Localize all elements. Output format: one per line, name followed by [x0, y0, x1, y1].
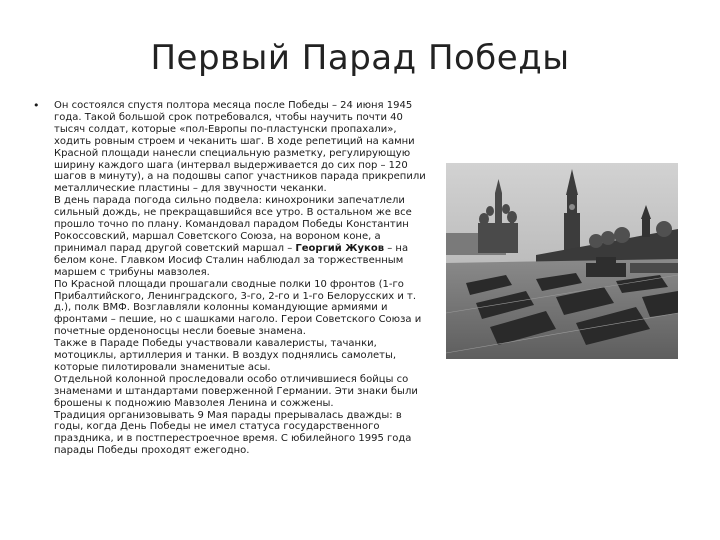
body-text: [54, 100, 428, 457]
paragraph-parade-preparation: Он состоялся спустя полтора месяца после Победы – 24 июня 1945 года. Такой большой срок потребовался, чтобы научить почти 40 тысяч солдат, которые «пол-Европы по-пластунски пропахали», ходить ровным строем и чеканить шаг. В ходе репетиций на камни Красной площади нанесли специальную разметку, регулирующую ширину каждого шага (интервал выдерживается до сих пор – 120 шагов в минуту), а на подошвы сапог участников парада прикрепили металлические пластины – для звучности чеканки.: [54, 100, 426, 195]
paragraph-parade-day-end: – на белом коне. Главком Иосиф Сталин наблюдал за торжественным маршем с трибуны мавзолея.: [54, 242, 409, 278]
paragraph-parade-day: [54, 195, 428, 278]
zhukov-name: Георгий Жуков: [295, 242, 385, 254]
paragraph-equipment: Также в Параде Победы участвовали кавалеристы, тачанки, мотоциклы, артиллерия и танки. В воздух поднялись самолеты, которые пилотировали знаменитые асы.: [54, 338, 397, 373]
slide-title: Первый Парад Победы: [150, 38, 570, 78]
paragraph-tradition: Традиция организовывать 9 Мая парады прерывалась дважды: в годы, когда День Победы не имел статуса государственного праздника, и в постперестроечное время. С юбилейного 1995 года парады Победы проходят ежегодно.: [54, 409, 412, 457]
bullet-marker: •: [33, 99, 40, 112]
paragraph-parade-day-start: В день парада погода сильно подвела: кинохроники запечатлели сильный дождь, не прекращавшийся все утро. В остальном же все прошло точно по плану. Командовал парадом Победы Константин Рокоссовский, маршал Советского Союза, на вороном коне, а принимал парад другой советский маршал –: [54, 195, 412, 254]
paragraph-regiments: По Красной площади прошагали сводные полки 10 фронтов (1-го Прибалтийского, Ленинградского, 3-го, 2-го и 1-го Белорусских и т. д.), полк ВМФ. Возглавляли колонны командующие армиями и фронтами – пешие, но с шашками наголо. Герои Советского Союза и почетные орденоносцы несли боевые знамена.: [54, 278, 422, 338]
red-square-parade-photo: [446, 163, 678, 359]
paragraph-trophy-banners: Отдельной колонной проследовали особо отличившиеся бойцы со знаменами и штандартами поверженной Германии. Эти знаки были брошены к подножию Мавзолея Ленина и сожжены.: [54, 373, 418, 409]
